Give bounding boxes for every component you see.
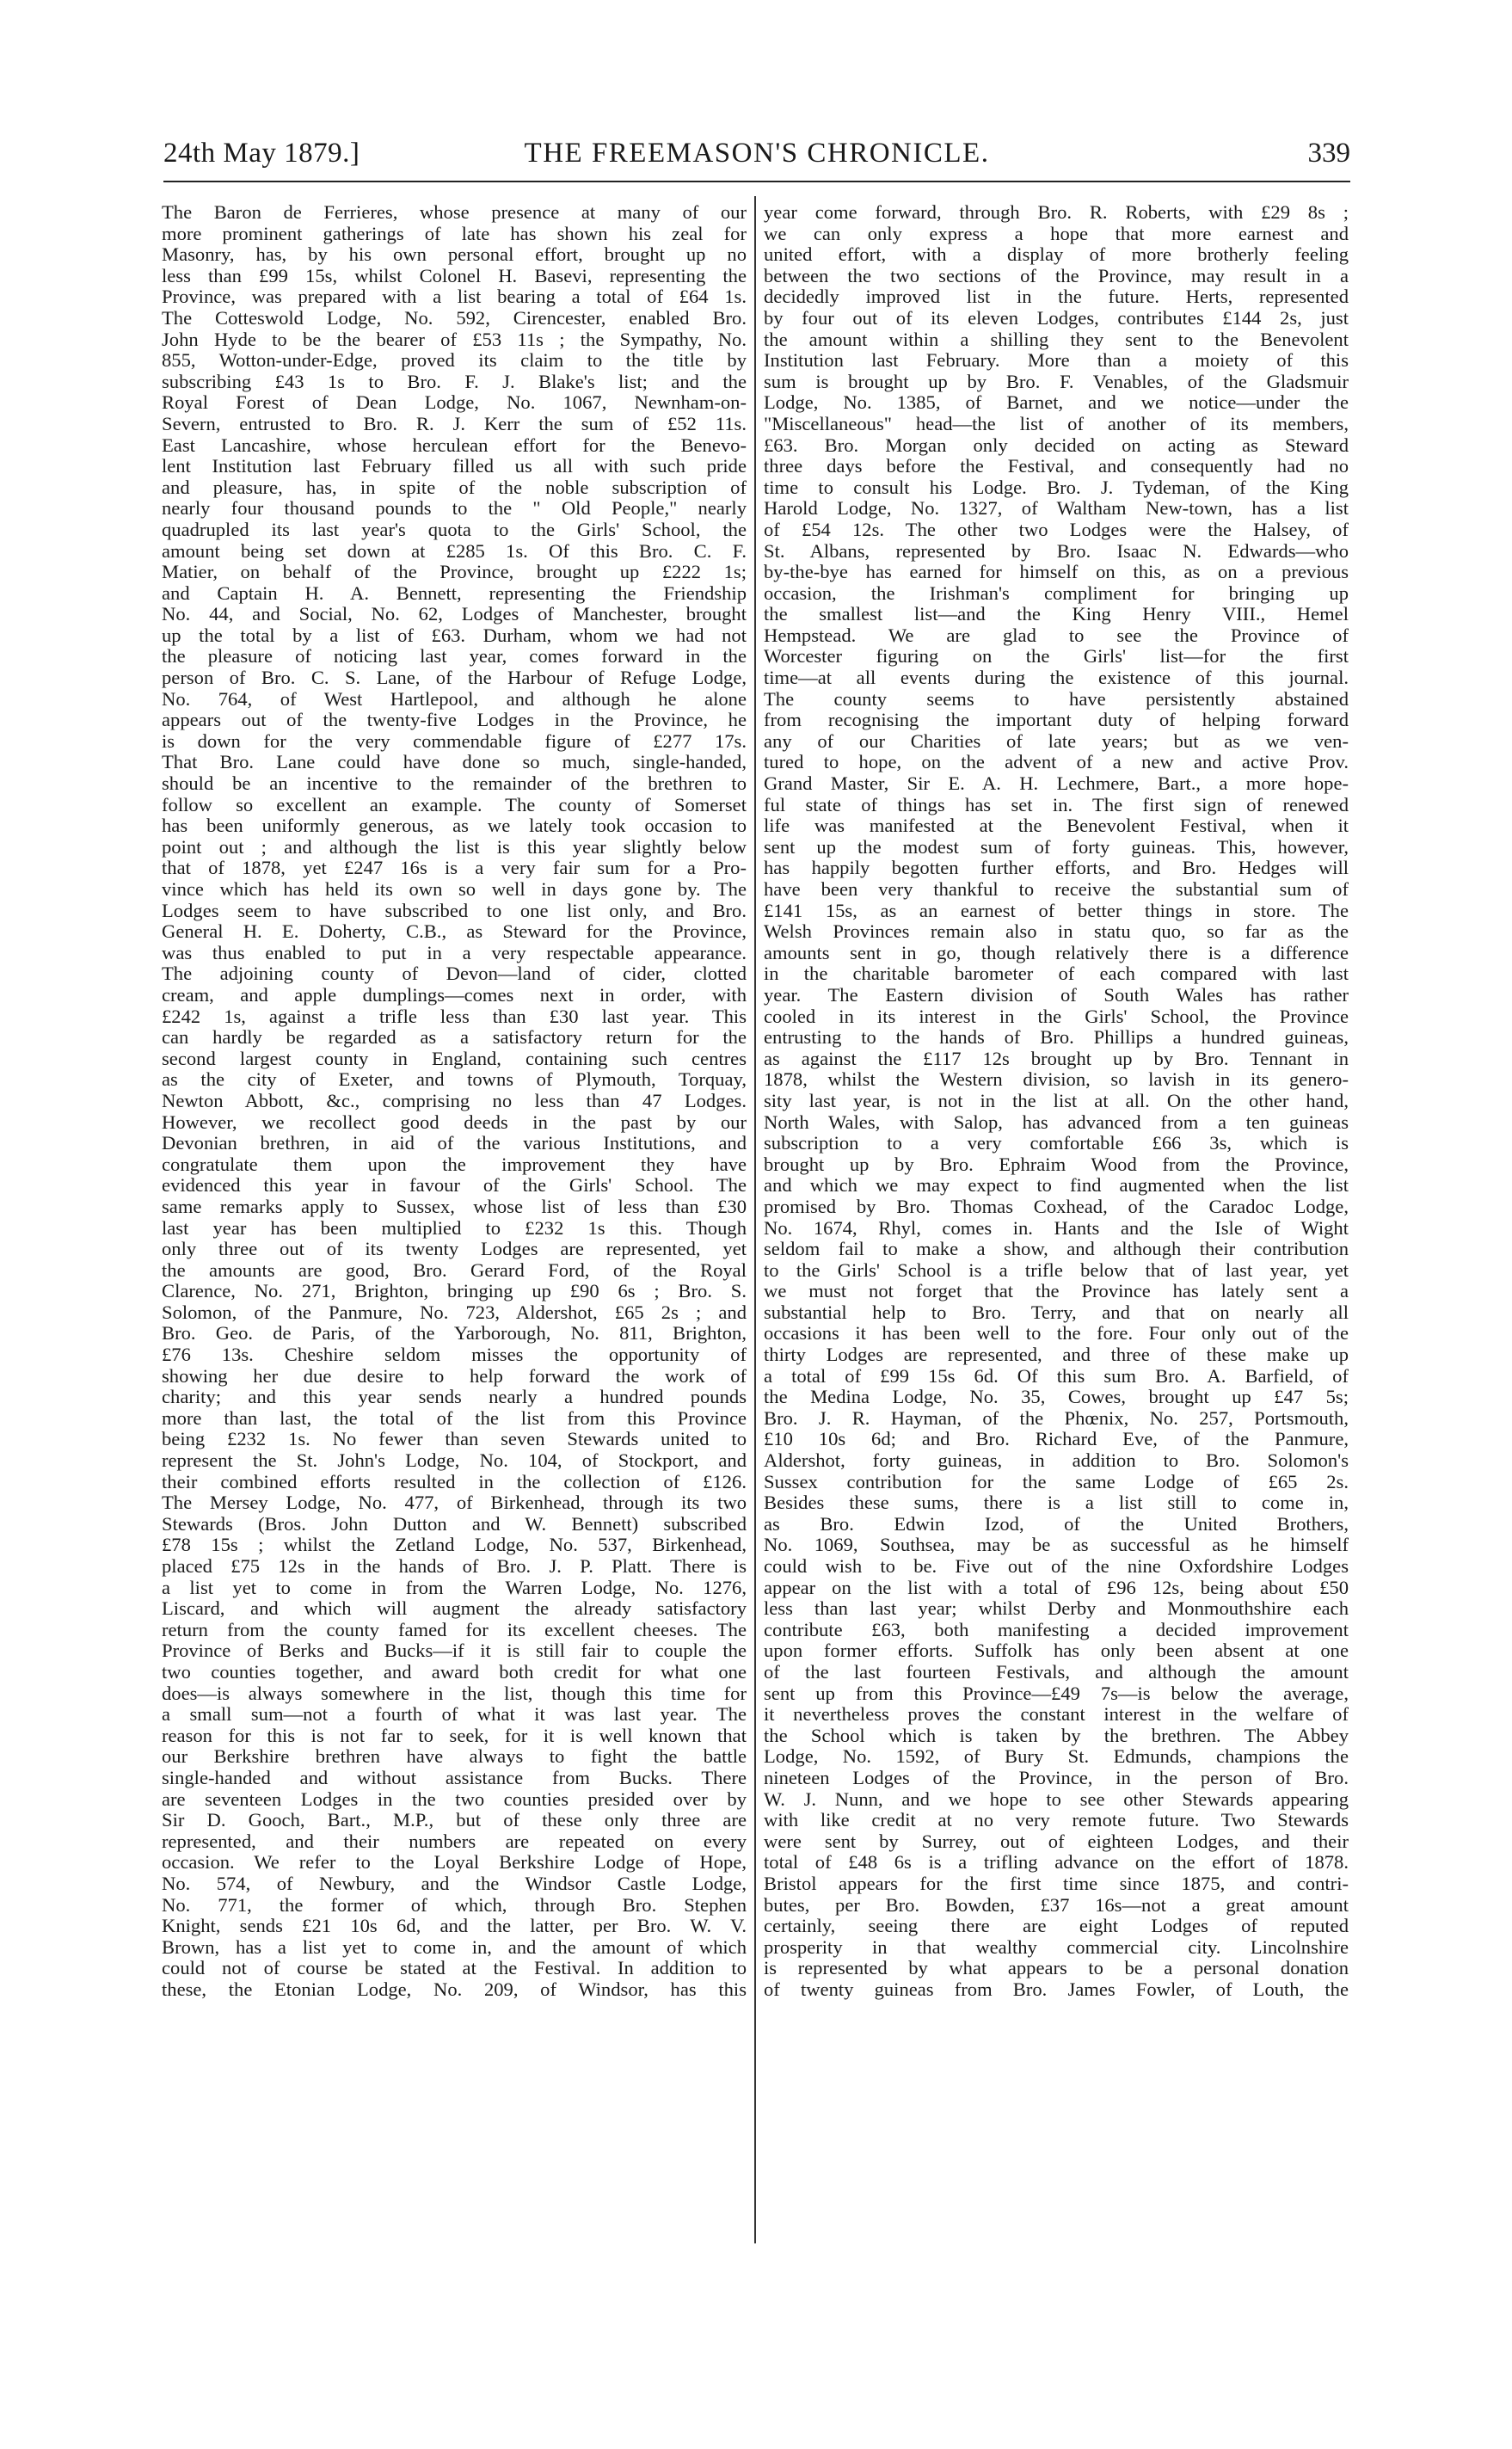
text-line: time to consult his Lodge. Bro. J. Tydeman, of the King [764, 477, 1349, 498]
text-line: of the last fourteen Festivals, and although the amount [764, 1661, 1349, 1683]
text-line: reason for this is not far to seek, for it is well known that [162, 1725, 747, 1746]
text-line: Sussex contribution for the same Lodge of £65 2s. [764, 1471, 1349, 1492]
text-line: only three out of its twenty Lodges are represented, yet [162, 1239, 747, 1260]
header-date: 24th May 1879.] [163, 138, 360, 169]
text-line: The Mersey Lodge, No. 477, of Birkenhead, through its two [162, 1492, 747, 1514]
text-line: Sir D. Gooch, Bart., M.P., but of these only three are [162, 1810, 747, 1831]
text-line: the amounts are good, Bro. Gerard Ford, of the Royal [162, 1259, 747, 1281]
text-line: of twenty guineas from Bro. James Fowler, of Louth, the [764, 1978, 1349, 2000]
text-line: cream, and apple dumplings—comes next in order, with [162, 984, 747, 1006]
page-header [163, 138, 1350, 172]
text-line: were sent by Surrey, out of eighteen Lodges, and their [764, 1831, 1349, 1852]
text-line: Institution last February. More than a moiety of this [764, 350, 1349, 372]
text-line: Bro. Geo. de Paris, of the Yarborough, No. 811, Brighton, [162, 1323, 747, 1344]
text-line: £141 15s, as an earnest of better things in store. The [764, 900, 1349, 921]
text-line: No. 771, the former of which, through Bro. Stephen [162, 1894, 747, 1916]
text-line: North Wales, with Salop, has advanced from a ten guineas [764, 1111, 1349, 1133]
text-line: £63. Bro. Morgan only decided on acting as Steward [764, 434, 1349, 456]
text-line: evidenced this year in favour of the Girls' School. The [162, 1175, 747, 1197]
text-line: substantial help to Bro. Terry, and that on nearly all [764, 1301, 1349, 1323]
text-line: as the city of Exeter, and towns of Plymouth, Torquay, [162, 1069, 747, 1091]
text-line: occasion, the Irishman's compliment for bringing up [764, 582, 1349, 604]
text-line: a small sum—not a fourth of what it was last year. The [162, 1704, 747, 1726]
text-line: being £232 1s. No fewer than seven Stewards united to [162, 1429, 747, 1450]
text-line: Liscard, and which will augment the already satisfactory [162, 1598, 747, 1620]
text-line: Royal Forest of Dean Lodge, No. 1067, Newnham-on- [162, 392, 747, 414]
text-line: less than £99 15s, whilst Colonel H. Basevi, representing the [162, 265, 747, 286]
text-line: year come forward, through Bro. R. Roberts, with £29 8s ; [764, 202, 1349, 223]
text-line: to the Girls' School is a trifle below that of last year, yet [764, 1259, 1349, 1281]
text-line: Matier, on behalf of the Province, brought up £222 1s; [162, 562, 747, 583]
text-line: year. The Eastern division of South Wales has rather [764, 984, 1349, 1006]
text-line: Devonian brethren, in aid of the various Institutions, and [162, 1133, 747, 1154]
text-line: vince which has held its own so well in days gone by. The [162, 879, 747, 900]
text-line: The Cotteswold Lodge, No. 592, Cirencester, enabled Bro. [162, 307, 747, 329]
text-line: our Berkshire brethren have always to fight the battle [162, 1746, 747, 1768]
text-line: of £54 12s. The other two Lodges were the Halsey, of [764, 519, 1349, 540]
text-line: a list yet to come in from the Warren Lodge, No. 1276, [162, 1577, 747, 1598]
text-line: by four out of its eleven Lodges, contributes £144 2s, just [764, 307, 1349, 329]
text-line: Bristol appears for the first time since 1875, and contri- [764, 1873, 1349, 1894]
text-line: life was manifested at the Benevolent Festival, when it [764, 815, 1349, 837]
text-line: second largest county in England, containing such centres [162, 1048, 747, 1069]
text-line: No. 574, of Newbury, and the Windsor Castle Lodge, [162, 1873, 747, 1894]
text-line: represented, and their numbers are repeated on every [162, 1831, 747, 1852]
text-line: subscribing £43 1s to Bro. F. J. Blake's list; and the [162, 371, 747, 392]
text-line: Harold Lodge, No. 1327, of Waltham New-town, has a list [764, 498, 1349, 520]
header-title: THE FREEMASON'S CHRONICLE. [524, 138, 990, 169]
text-line: total of £48 6s is a trifling advance on the effort of 1878. [764, 1852, 1349, 1874]
text-line: appears out of the twenty-five Lodges in the Province, he [162, 710, 747, 731]
text-line: Bro. J. R. Hayman, of the Phœnix, No. 257, Portsmouth, [764, 1407, 1349, 1429]
text-line: subscription to a very comfortable £66 3s, which is [764, 1133, 1349, 1154]
text-line: amounts sent in go, though relatively there is a difference [764, 942, 1349, 963]
text-line: thirty Lodges are represented, and three of these make up [764, 1344, 1349, 1366]
text-line: £242 1s, against a trifle less than £30 last year. This [162, 1006, 747, 1027]
text-line: The county seems to have persistently abstained [764, 688, 1349, 710]
text-line: Province, was prepared with a list bearing a total of £64 1s. [162, 286, 747, 308]
text-line: has happily begotten further efforts, and Bro. Hedges will [764, 858, 1349, 879]
text-line: Knight, sends £21 10s 6d, and the latter, per Bro. W. V. [162, 1916, 747, 1937]
text-line: it nevertheless proves the constant interest in the welfare of [764, 1704, 1349, 1726]
text-line: more prominent gatherings of late has shown his zeal for [162, 223, 747, 244]
text-line: the Medina Lodge, No. 35, Cowes, brought up £47 5s; [764, 1387, 1349, 1408]
text-line: showing her due desire to help forward the work of [162, 1365, 747, 1387]
text-line: upon former efforts. Suffolk has only been absent at one [764, 1640, 1349, 1662]
text-line: have been very thankful to receive the substantial sum of [764, 879, 1349, 900]
text-line: No. 764, of West Hartlepool, and although he alone [162, 688, 747, 710]
text-line: return from the county famed for its excellent cheeses. The [162, 1619, 747, 1640]
text-line: butes, per Bro. Bowden, £37 16s—not a great amount [764, 1894, 1349, 1916]
text-line: "Miscellaneous" head—the list of another of its members, [764, 413, 1349, 434]
text-line: The adjoining county of Devon—land of cider, clotted [162, 963, 747, 985]
text-line: two counties together, and award both credit for what one [162, 1661, 747, 1683]
text-line: the amount within a shilling they sent to the Benevolent [764, 329, 1349, 350]
text-line: cooled in its interest in the Girls' School, the Province [764, 1006, 1349, 1027]
text-line: 855, Wotton-under-Edge, proved its claim to the title by [162, 350, 747, 372]
text-line: promised by Bro. Thomas Coxhead, of the Caradoc Lodge, [764, 1196, 1349, 1217]
text-line: occasion. We refer to the Loyal Berkshire Lodge of Hope, [162, 1852, 747, 1874]
text-line: their combined efforts resulted in the collection of £126. [162, 1471, 747, 1492]
text-line: as against the £117 12s brought up by Bro. Tennant in [764, 1048, 1349, 1069]
text-line: from recognising the important duty of helping forward [764, 710, 1349, 731]
text-line: quadrupled its last year's quota to the Girls' School, the [162, 519, 747, 540]
text-line: Stewards (Bros. John Dutton and W. Bennett) subscribed [162, 1513, 747, 1535]
text-line: nearly four thousand pounds to the " Old People," nearly [162, 498, 747, 520]
text-line: East Lancashire, whose herculean effort for the Benevo- [162, 434, 747, 456]
text-line: time—at all events during the existence of this journal. [764, 668, 1349, 689]
text-line: £10 10s 6d; and Bro. Richard Eve, of the Panmure, [764, 1429, 1349, 1450]
text-line: That Bro. Lane could have done so much, single-handed, [162, 752, 747, 773]
text-line: Lodges seem to have subscribed to one list only, and Bro. [162, 900, 747, 921]
text-line: However, we recollect good deeds in the past by our [162, 1111, 747, 1133]
text-line: occasions it has been well to the fore. Four only out of the [764, 1323, 1349, 1344]
text-line: follow so excellent an example. The county of Somerset [162, 794, 747, 815]
text-line: ful state of things has set in. The first sign of renewed [764, 794, 1349, 815]
text-line: we can only express a hope that more earnest and [764, 223, 1349, 244]
text-line: appear on the list with a total of £96 12s, being about £50 [764, 1577, 1349, 1598]
text-line: The Baron de Ferrieres, whose presence at many of our [162, 202, 747, 223]
text-line: nineteen Lodges of the Province, in the person of Bro. [764, 1767, 1349, 1788]
text-line: the School which is taken by the brethren. The Abbey [764, 1725, 1349, 1746]
text-line: could wish to be. Five out of the nine Oxfordshire Lodges [764, 1556, 1349, 1577]
text-line: Besides these sums, there is a list still to come in, [764, 1492, 1349, 1514]
text-line: prosperity in that wealthy commercial city. Lincolnshire [764, 1936, 1349, 1958]
text-line: by-the-bye has earned for himself on this, as on a previous [764, 562, 1349, 583]
text-line: contribute £63, both manifesting a decided improvement [764, 1619, 1349, 1640]
text-line: £76 13s. Cheshire seldom misses the opportunity of [162, 1344, 747, 1366]
text-line: same remarks apply to Sussex, whose list of less than £30 [162, 1196, 747, 1217]
text-line: Severn, entrusted to Bro. R. J. Kerr the sum of £52 11s. [162, 413, 747, 434]
text-line: 1878, whilst the Western division, so lavish in its genero- [764, 1069, 1349, 1091]
text-line: Grand Master, Sir E. A. H. Lechmere, Bart., a more hope- [764, 773, 1349, 795]
text-line: Solomon, of the Panmure, No. 723, Aldershot, £65 2s ; and [162, 1301, 747, 1323]
text-line: amount being set down at £285 1s. Of this Bro. C. F. [162, 540, 747, 562]
text-line: between the two sections of the Province, may result in a [764, 265, 1349, 286]
text-line: Brown, has a list yet to come in, and the amount of which [162, 1936, 747, 1958]
text-line: Masonry, has, by his own personal effort, brought up no [162, 244, 747, 266]
text-line: placed £75 12s in the hands of Bro. J. P. Platt. There is [162, 1556, 747, 1577]
text-line: united effort, with a display of more brotherly feeling [764, 244, 1349, 266]
text-line: sum is brought up by Bro. F. Venables, of the Gladsmuir [764, 371, 1349, 392]
text-line: has been uniformly generous, as we lately took occasion to [162, 815, 747, 837]
text-line: a total of £99 15s 6d. Of this sum Bro. A. Barfield, of [764, 1365, 1349, 1387]
text-line: is represented by what appears to be a personal donation [764, 1958, 1349, 1979]
text-line: Welsh Provinces remain also in statu quo, so far as the [764, 921, 1349, 943]
text-line: point out ; and although the list is this year slightly below [162, 836, 747, 858]
text-line: was thus enabled to put in a very respectable appearance. [162, 942, 747, 963]
text-line: are seventeen Lodges in the two counties presided over by [162, 1788, 747, 1810]
text-line: three days before the Festival, and consequently had no [764, 456, 1349, 477]
text-line: the pleasure of noticing last year, comes forward in the [162, 646, 747, 668]
text-line: should be an incentive to the remainder of the brethren to [162, 773, 747, 795]
text-line: Newton Abbott, &c., comprising no less than 47 Lodges. [162, 1090, 747, 1111]
left-column [162, 202, 747, 2000]
text-line: sent up the modest sum of forty guineas. This, however, [764, 836, 1349, 858]
text-line: and which we may expect to find augmented when the list [764, 1175, 1349, 1197]
text-line: that of 1878, yet £247 16s is a very fair sum for a Pro- [162, 858, 747, 879]
text-line: No. 1069, Southsea, may be as successful as he himself [764, 1535, 1349, 1556]
column-divider [754, 196, 756, 2243]
text-line: last year has been multiplied to £232 1s this. Though [162, 1217, 747, 1239]
text-line: we must not forget that the Province has lately sent a [764, 1281, 1349, 1302]
text-line: Worcester figuring on the Girls' list—for the first [764, 646, 1349, 668]
text-line: up the total by a list of £63. Durham, whom we had not [162, 625, 747, 646]
header-rule [163, 181, 1350, 182]
text-line: any of our Charities of late years; but as we ven- [764, 730, 1349, 752]
text-line: brought up by Bro. Ephraim Wood from the Province, [764, 1154, 1349, 1175]
header-page-number: 339 [1307, 138, 1350, 169]
text-line: sity last year, is not in the list at all. On the other hand, [764, 1090, 1349, 1111]
text-line: lent Institution last February filled us all with such pride [162, 456, 747, 477]
text-line: entrusting to the hands of Bro. Phillips a hundred guineas, [764, 1027, 1349, 1049]
text-line: No. 44, and Social, No. 62, Lodges of Manchester, brought [162, 604, 747, 625]
text-line: less than last year; whilst Derby and Monmouthshire each [764, 1598, 1349, 1620]
text-line: these, the Etonian Lodge, No. 209, of Windsor, has this [162, 1978, 747, 2000]
text-line: and pleasure, has, in spite of the noble subscription of [162, 477, 747, 498]
text-line: in the charitable barometer of each compared with last [764, 963, 1349, 985]
text-line: No. 1674, Rhyl, comes in. Hants and the Isle of Wight [764, 1217, 1349, 1239]
text-line: sent up from this Province—£49 7s—is below the average, [764, 1683, 1349, 1704]
text-line: Aldershot, forty guineas, in addition to Bro. Solomon's [764, 1450, 1349, 1472]
text-line: £78 15s ; whilst the Zetland Lodge, No. 537, Birkenhead, [162, 1535, 747, 1556]
text-line: seldom fail to make a show, and although their contribution [764, 1239, 1349, 1260]
text-line: represent the St. John's Lodge, No. 104, of Stockport, and [162, 1450, 747, 1472]
text-line: more than last, the total of the list from this Province [162, 1407, 747, 1429]
text-line: St. Albans, represented by Bro. Isaac N. Edwards—who [764, 540, 1349, 562]
text-line: the smallest list—and the King Henry VIII., Hemel [764, 604, 1349, 625]
text-line: with like credit at no very remote future. Two Stewards [764, 1810, 1349, 1831]
text-line: can hardly be regarded as a satisfactory return for the [162, 1027, 747, 1049]
text-line: Lodge, No. 1385, of Barnet, and we notice—under the [764, 392, 1349, 414]
text-line: John Hyde to be the bearer of £53 11s ; the Sympathy, No. [162, 329, 747, 350]
text-line: is down for the very commendable figure of £277 17s. [162, 730, 747, 752]
text-line: certainly, seeing there are eight Lodges of reputed [764, 1916, 1349, 1937]
text-line: General H. E. Doherty, C.B., as Steward for the Province, [162, 921, 747, 943]
text-line: congratulate them upon the improvement they have [162, 1154, 747, 1175]
text-line: could not of course be stated at the Festival. In addition to [162, 1958, 747, 1979]
text-line: does—is always somewhere in the list, though this time for [162, 1683, 747, 1704]
text-line: W. J. Nunn, and we hope to see other Stewards appearing [764, 1788, 1349, 1810]
text-line: and Captain H. A. Bennett, representing the Friendship [162, 582, 747, 604]
text-line: as Bro. Edwin Izod, of the United Brothers, [764, 1513, 1349, 1535]
text-line: single-handed and without assistance from Bucks. There [162, 1767, 747, 1788]
text-line: person of Bro. C. S. Lane, of the Harbour of Refuge Lodge, [162, 668, 747, 689]
text-line: Hempstead. We are glad to see the Province of [764, 625, 1349, 646]
text-line: charity; and this year sends nearly a hundred pounds [162, 1387, 747, 1408]
text-line: Province of Berks and Bucks—if it is still fair to couple the [162, 1640, 747, 1662]
text-line: Lodge, No. 1592, of Bury St. Edmunds, champions the [764, 1746, 1349, 1768]
text-line: tured to hope, on the advent of a new and active Prov. [764, 752, 1349, 773]
text-line: decidedly improved list in the future. Herts, represented [764, 286, 1349, 308]
text-line: Clarence, No. 271, Brighton, bringing up £90 6s ; Bro. S. [162, 1281, 747, 1302]
right-column [764, 202, 1349, 2000]
